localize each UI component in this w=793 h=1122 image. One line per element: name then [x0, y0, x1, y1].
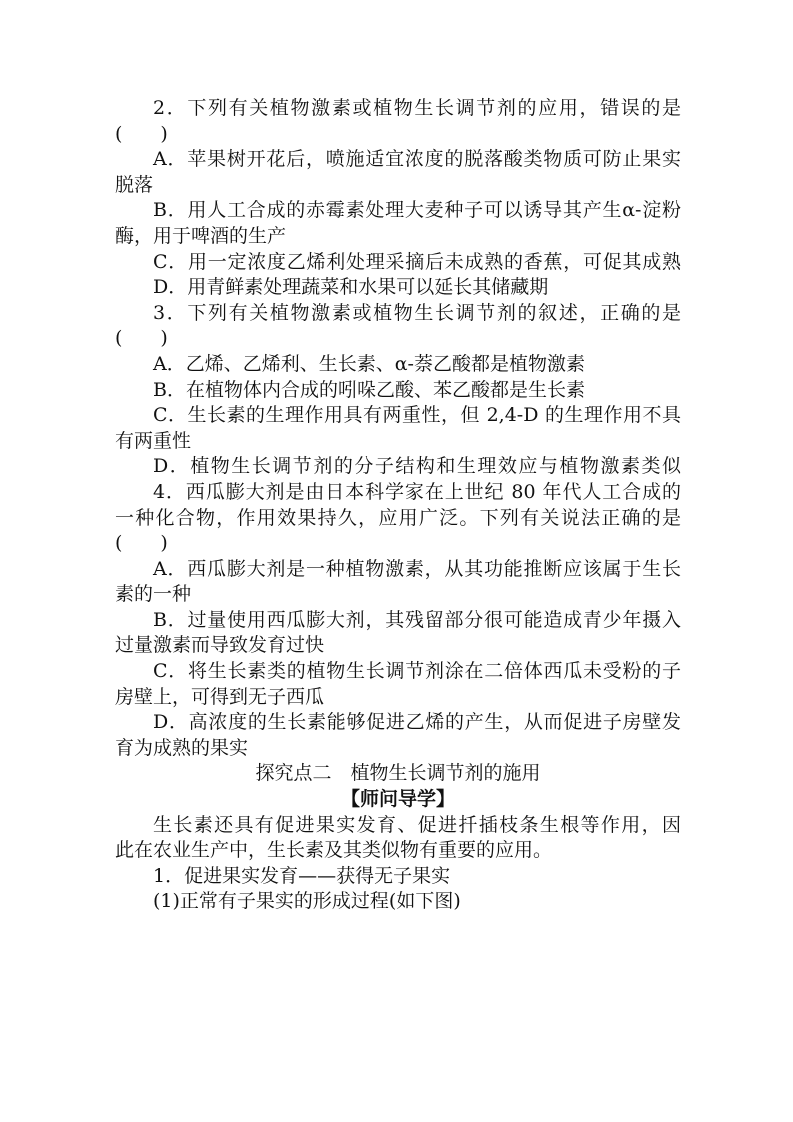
question-4 — [115, 480, 681, 762]
option-d: D．植物生长调节剂的分子结构和生理效应与植物激素类似 — [153, 455, 681, 478]
option-a-cont: 素的一种 — [115, 583, 192, 606]
sub-item-heading: (1)正常有子果实的形成过程(如下图) — [153, 890, 461, 913]
option-c: C．生长素的生理作用具有两重性，但 2,4-D 的生理作用不具 — [153, 404, 681, 427]
question-stem: 2．下列有关植物激素或植物生长调节剂的应用，错误的是 — [153, 97, 681, 119]
item-heading: 1．促进果实发育——获得无子果实 — [153, 864, 451, 887]
question-stem-cont: 一种化合物，作用效果持久，应用广泛。下列有关说法正确的是 — [115, 506, 681, 529]
option-c: C．用一定浓度乙烯利处理采摘后未成熟的香蕉，可促其成熟 — [153, 250, 681, 273]
option-b: B．过量使用西瓜膨大剂，其残留部分很可能造成青少年摄入 — [153, 608, 681, 631]
section-title: 探究点二 植物生长调节剂的施用 — [255, 762, 541, 785]
option-c-cont: 房壁上，可得到无子西瓜 — [115, 685, 325, 708]
section-explore-2 — [115, 761, 681, 915]
option-b-cont: 酶，用于啤酒的生产 — [115, 224, 287, 247]
answer-bracket: ( ) — [115, 532, 168, 555]
option-a: A．西瓜膨大剂是一种植物激素，从其功能推断应该属于生长 — [153, 557, 681, 580]
answer-bracket: ( ) — [115, 122, 168, 145]
document-page — [115, 96, 681, 915]
question-3 — [115, 301, 681, 480]
question-stem: 4．西瓜膨大剂是由日本科学家在上世纪 80 年代人工合成的 — [153, 480, 681, 503]
option-d: D．高浓度的生长素能够促进乙烯的产生，从而促进子房壁发 — [153, 711, 681, 734]
option-a-cont: 脱落 — [115, 173, 154, 196]
answer-bracket: ( ) — [115, 327, 168, 350]
option-b: B．用人工合成的赤霉素处理大麦种子可以诱导其产生α-淀粉 — [153, 199, 681, 222]
intro-paragraph-cont: 此在农业生产中，生长素及其类似物有重要的应用。 — [115, 839, 553, 862]
option-a: A．苹果树开花后，喷施适宜浓度的脱落酸类物质可防止果实 — [153, 148, 681, 171]
option-a: A．乙烯、乙烯利、生长素、α-萘乙酸都是植物激素 — [153, 352, 585, 375]
option-d-cont: 育为成熟的果实 — [115, 736, 249, 759]
section-subtitle: 【师问导学】 — [340, 788, 455, 811]
intro-paragraph: 生长素还具有促进果实发育、促进扦插枝条生根等作用，因 — [153, 813, 681, 836]
question-stem: 3．下列有关植物激素或植物生长调节剂的叙述，正确的是 — [153, 301, 681, 324]
option-c: C．将生长素类的植物生长调节剂涂在二倍体西瓜未受粉的子 — [153, 660, 681, 683]
option-c-cont: 有两重性 — [115, 429, 192, 452]
option-b-cont: 过量激素而导致发育过快 — [115, 634, 325, 657]
option-b: B．在植物体内合成的吲哚乙酸、苯乙酸都是生长素 — [153, 378, 585, 401]
question-2 — [115, 96, 681, 301]
option-d: D．用青鲜素处理蔬菜和水果可以延长其储藏期 — [153, 276, 549, 299]
